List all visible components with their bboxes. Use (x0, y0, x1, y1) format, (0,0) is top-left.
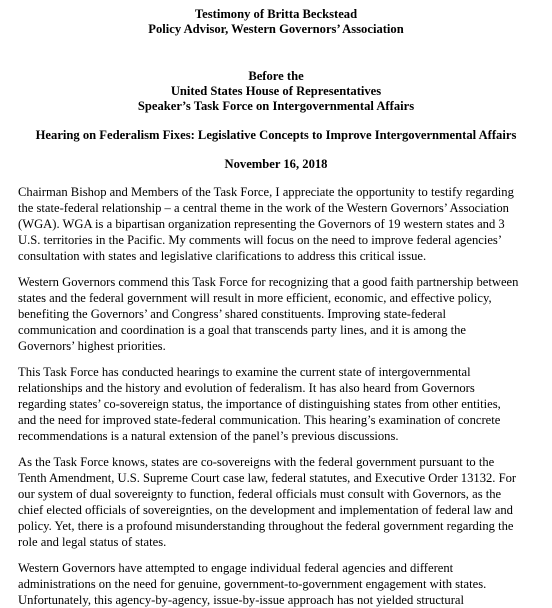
paragraph-5-line-2: administrations on the need for genuine, government-to-government engagement with states. (18, 577, 487, 591)
house-name: United States House of Representatives (170, 84, 382, 98)
hearing-date: November 16, 2018 (224, 157, 328, 171)
paragraph-1-line-5: consultation with states and legislative clarifications to address this critical issue. (18, 249, 427, 263)
paragraph-1-line-1: Chairman Bishop and Members of the Task Force, I appreciate the opportunity to testify regarding (18, 185, 514, 199)
paragraph-1-line-2: the state-federal relationship – a central theme in the work of the Western Governors’ Association (18, 201, 509, 215)
task-force-name: Speaker’s Task Force on Intergovernmental Affairs (137, 99, 415, 113)
paragraph-2-line-1: Western Governors commend this Task Force for recognizing that a good faith partnership between (18, 275, 519, 289)
paragraph-2-line-2: states and the federal government will result in more efficient, economic, and effective policy, (18, 291, 492, 305)
paragraph-3-line-3: regarding states’ co-sovereign status, the importance of distinguishing states from other entities, (18, 397, 501, 411)
paragraph-2-line-5: Governors’ highest priorities. (18, 339, 166, 353)
paragraph-1-line-4: U.S. territories in the Pacific. My comments will focus on the need to improve federal agencies’ (18, 233, 503, 247)
author-position: Policy Advisor, Western Governors’ Association (148, 22, 404, 36)
paragraph-1-line-3: (WGA). WGA is a bipartisan organization representing the Governors of 19 western states and 3 (18, 217, 505, 231)
paragraph-5-line-1: Western Governors have attempted to engage individual federal agencies and different (18, 561, 454, 575)
paragraph-4-line-6: role and legal status of states. (18, 535, 167, 549)
paragraph-2-line-4: communication and coordination is a goal that transcends party lines, and it is among the (18, 323, 467, 337)
hearing-title: Hearing on Federalism Fixes: Legislative Concepts to Improve Intergovernmental Affairs (35, 128, 517, 142)
paragraph-3-line-1: This Task Force has conducted hearings to examine the current state of intergovernmental (18, 365, 471, 379)
testimony-title: Testimony of Britta Beckstead (194, 7, 358, 21)
paragraph-3-line-5: recommendations is a natural extension of the panel’s previous discussions. (18, 429, 399, 443)
paragraph-2-line-3: benefiting the Governors’ and Congress’ shared constituents. Improving state-federal (18, 307, 446, 321)
paragraph-3-line-4: and the need for improved state-federal communication. This hearing’s examination of concrete (18, 413, 501, 427)
paragraph-4-line-2: Tenth Amendment, U.S. Supreme Court case law, federal statutes, and Executive Order 13132. For (18, 471, 517, 485)
before-the-label: Before the (248, 69, 304, 83)
paragraph-4-line-3: our system of dual sovereignty to function, federal officials must consult with Governors, as the (18, 487, 502, 501)
paragraph-3-line-2: relationships and the history and evolution of federalism. It has also heard from Governors (18, 381, 475, 395)
paragraph-4-line-4: chief elected officials of sovereignties, on the development and implementation of federal law and (18, 503, 513, 517)
paragraph-4-line-1: As the Task Force knows, states are co-sovereigns with the federal government pursuant to the (18, 455, 495, 469)
paragraph-5-line-3: Unfortunately, this agency-by-agency, issue-by-issue approach has not yielded structural (18, 593, 465, 607)
paragraph-4-line-5: policy. Yet, there is a profound misunderstanding throughout the federal government regarding the (18, 519, 514, 533)
